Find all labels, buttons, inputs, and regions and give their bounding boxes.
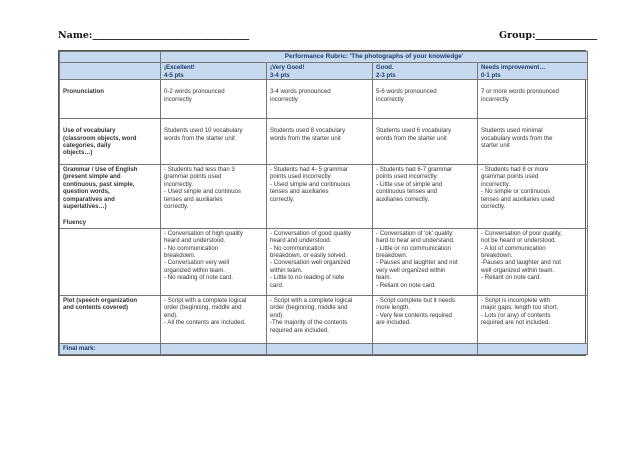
level-header-excellent [161, 63, 267, 80]
final-mark-row [60, 343, 588, 354]
rubric-row-plot [60, 295, 588, 343]
descriptor-cell: - Conversation of good quality heard and understood. - No communication breakdown, or easily solved. - Conversation well organized within team. - Little to no reading of note card. [267, 228, 373, 295]
title-row-spacer [60, 52, 161, 63]
final-mark-cell[interactable] [478, 343, 588, 354]
level-points: 3-4 pts [270, 71, 290, 79]
level-name: Needs improvement… [481, 64, 546, 72]
descriptor-cell: - Script is incomplete with major gaps: length too short. - Lots (or any) of contents required are not included. [478, 295, 588, 343]
final-mark-label: Final mark: [60, 343, 161, 354]
rubric-title: Performance Rubric: 'The photographs of your knowledge' [161, 52, 588, 63]
descriptor-cell: - Students had 4- 5 grammar points used incorrectly - Used simple and continuous tenses and auxiliaries correctly. [267, 164, 373, 228]
criterion-label: Pronunciation [60, 80, 161, 119]
sub-criterion-label: Fluency [63, 219, 87, 227]
level-header-very-good [267, 63, 373, 80]
descriptor-cell: - Students had 6-7 grammar points used incorrectly. - Little use of simple and continuous tenses and auxiliaries correctly. [373, 164, 478, 228]
final-mark-cell[interactable] [267, 343, 373, 354]
rubric-row-pronunciation [60, 80, 588, 119]
criterion-label: Use of vocabulary (classroom objects, word categories, daily objects…) [60, 119, 161, 165]
level-points: 2-3 pts [376, 71, 396, 79]
level-header-needs-improvement [478, 63, 588, 80]
descriptor-cell: Students used 10 vocabulary words from the starter unit [161, 119, 267, 165]
rubric-row-fluency [60, 228, 588, 295]
level-header-spacer [60, 63, 161, 80]
criterion-label [60, 228, 161, 295]
level-name: ¡Excellent! [164, 64, 195, 72]
descriptor-cell: - Script complete but it needs more length. - Very few contents required are included. [373, 295, 478, 343]
rubric-row-grammar [60, 164, 588, 228]
criterion-label: Grammar / Use of English (present simple and continuous, past simple, question words, comparatives and superlatives…) [63, 165, 138, 210]
rubric-row-vocabulary [60, 119, 588, 165]
descriptor-cell: - Script with a complete logical order (beginning, middle and end). -The majority of the contents required are included. [267, 295, 373, 343]
descriptor-cell: 5-6 words pronounced incorrectly [373, 80, 478, 119]
descriptor-cell: Students used 8 vocabulary words from the starter unit [267, 119, 373, 165]
descriptor-cell: 3-4 words pronounced incorrectly [267, 80, 373, 119]
descriptor-cell: - Script with a complete logical order (beginning, middle and end). - All the contents are included. [161, 295, 267, 343]
descriptor-cell: - Conversation of high quality heard and understood. - No communication breakdown. - Conversation very well organized within team. - No reading of note card. [161, 228, 267, 295]
level-name: Good. [376, 64, 394, 72]
descriptor-cell: Students used minimal vocabulary words from the starter unit [478, 119, 588, 165]
final-mark-cell[interactable] [373, 343, 478, 354]
descriptor-cell: 0-2 words pronounced incorrectly [161, 80, 267, 119]
group-field[interactable]: Group:_____________ [499, 30, 598, 41]
descriptor-cell: - Conversation of poor quality, not be heard or understood. - A lot of communication breakdown. -Pauses and laughter and not well organized within team. - Reliant on note card. [478, 228, 588, 295]
descriptor-cell: - Conversation of 'ok' quality: hard to hear and understand. - Little or no communication breakdown. - Pauses and laughter and not very well organized within team. - Reliant on note card. [373, 228, 478, 295]
level-points: 0-1 pts [481, 71, 501, 79]
descriptor-cell: 7 or more words pronounced incorrectly [478, 80, 588, 119]
level-points: 4-5 pts [164, 71, 184, 79]
criterion-label: Plot (speech organization and contents covered) [60, 295, 161, 343]
descriptor-cell: - Students had less than 3 grammar points used incorrectly. - Used simple and continuos tenses and auxiliaries correctly. [161, 164, 267, 228]
descriptor-cell: Students used 6 vocabulary words from the starter unit [373, 119, 478, 165]
performance-rubric-table [58, 50, 586, 356]
final-mark-cell[interactable] [161, 343, 267, 354]
criterion-cell [60, 164, 161, 228]
level-header-good [373, 63, 478, 80]
descriptor-cell: - Students had 8 or more grammar points used incorrectly. - No simple or continuous tenses and auxiliaries used correctly. [478, 164, 588, 228]
name-field[interactable]: Name:_________________________________ [58, 30, 250, 41]
level-name: ¡Very Good! [270, 64, 305, 72]
